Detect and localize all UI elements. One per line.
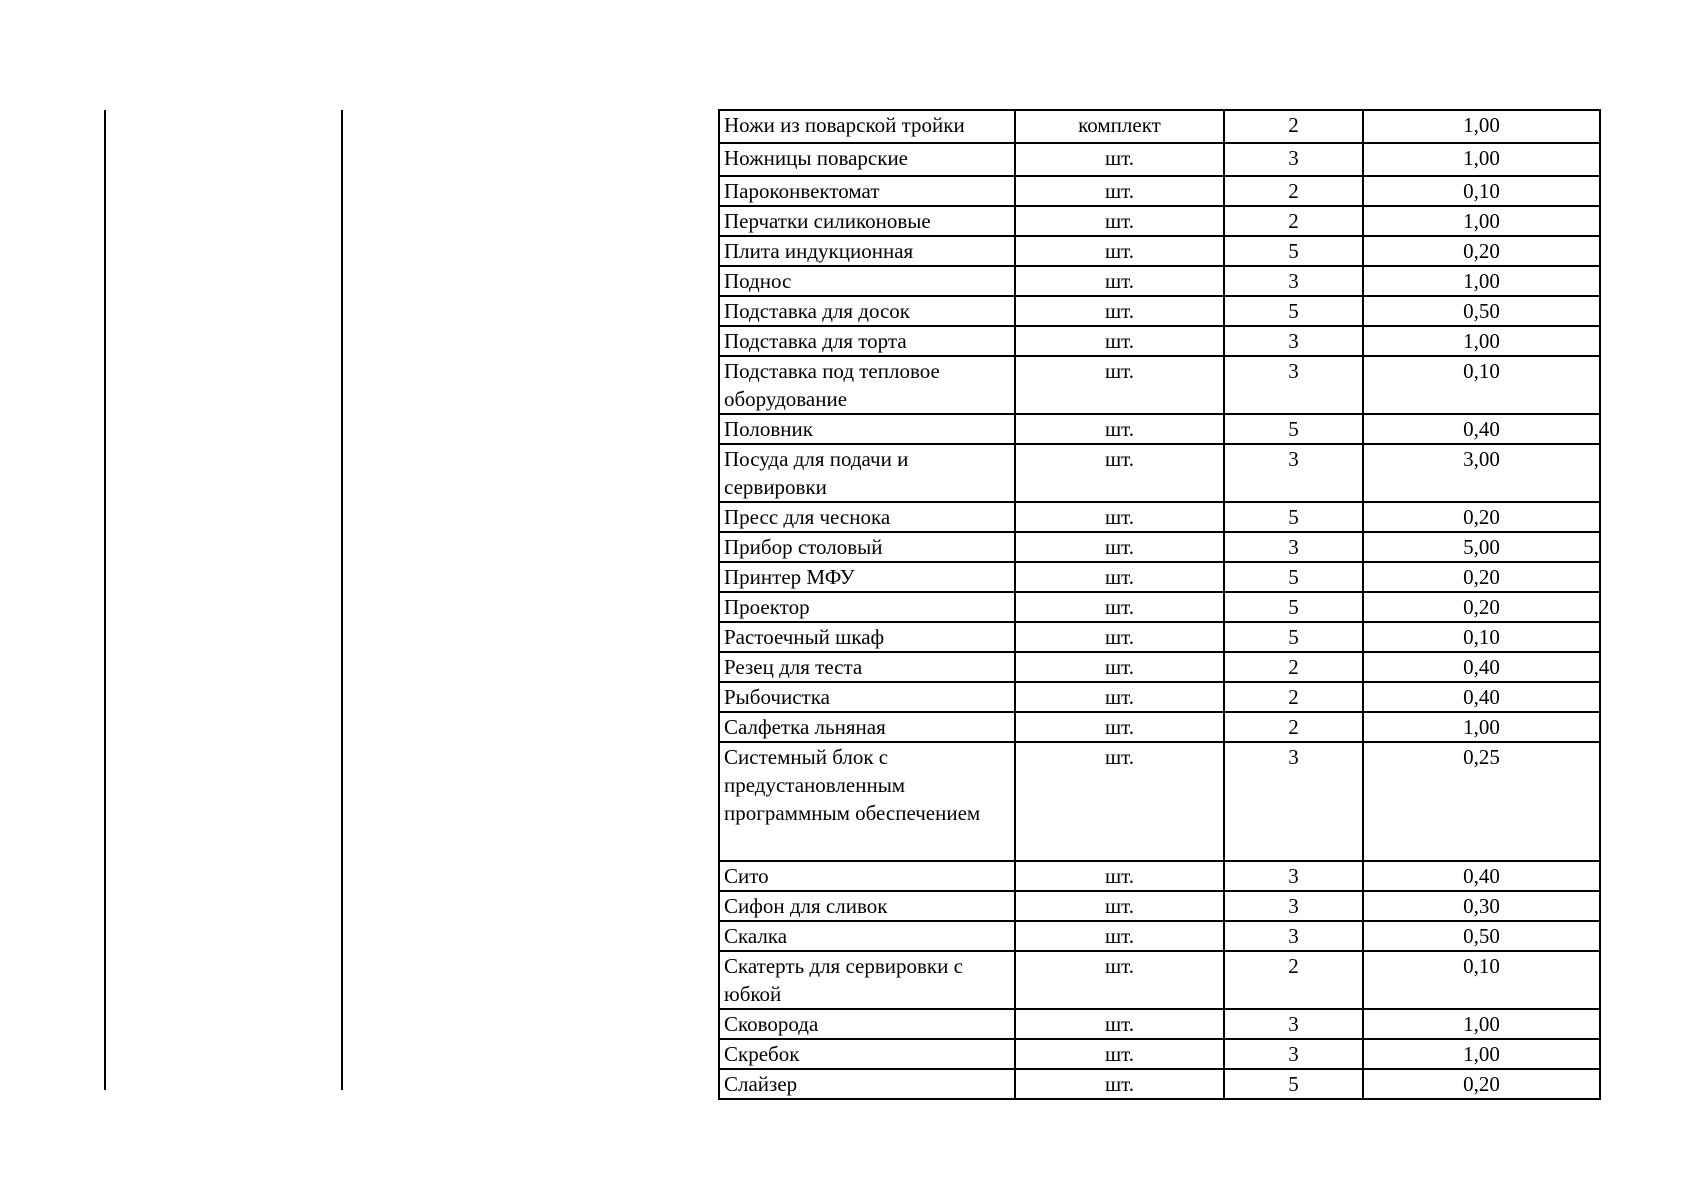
value-cell: 0,20 <box>1363 502 1600 532</box>
quantity-cell: 5 <box>1224 622 1363 652</box>
value-cell: 5,00 <box>1363 532 1600 562</box>
item-name-cell: Принтер МФУ <box>719 562 1015 592</box>
quantity-cell: 3 <box>1224 356 1363 414</box>
value-cell: 1,00 <box>1363 206 1600 236</box>
table-row <box>719 682 1600 712</box>
left-table-border-line <box>104 110 106 1090</box>
quantity-cell: 2 <box>1224 206 1363 236</box>
value-cell: 0,10 <box>1363 356 1600 414</box>
value-cell: 1,00 <box>1363 143 1600 176</box>
table-row <box>719 414 1600 444</box>
equipment-table <box>718 109 1601 1100</box>
unit-cell: шт. <box>1015 652 1224 682</box>
unit-cell: шт. <box>1015 622 1224 652</box>
value-cell: 0,20 <box>1363 562 1600 592</box>
item-name-cell: Резец для теста <box>719 652 1015 682</box>
value-cell: 1,00 <box>1363 1039 1600 1069</box>
unit-cell: комплект <box>1015 110 1224 143</box>
second-column-border-line <box>341 110 343 1090</box>
unit-cell: шт. <box>1015 921 1224 951</box>
table-row <box>719 1039 1600 1069</box>
item-name-cell: Пароконвектомат <box>719 176 1015 206</box>
item-name-cell: Сито <box>719 861 1015 891</box>
unit-cell: шт. <box>1015 592 1224 622</box>
unit-cell: шт. <box>1015 143 1224 176</box>
unit-cell: шт. <box>1015 444 1224 502</box>
unit-cell: шт. <box>1015 861 1224 891</box>
value-cell: 0,20 <box>1363 236 1600 266</box>
value-cell: 1,00 <box>1363 326 1600 356</box>
item-name-cell: Прибор столовый <box>719 532 1015 562</box>
table-row <box>719 326 1600 356</box>
item-name-cell: Рыбочистка <box>719 682 1015 712</box>
table-row <box>719 296 1600 326</box>
value-cell: 1,00 <box>1363 110 1600 143</box>
unit-cell: шт. <box>1015 562 1224 592</box>
item-name-cell: Перчатки силиконовые <box>719 206 1015 236</box>
table-row <box>719 444 1600 502</box>
quantity-cell: 5 <box>1224 296 1363 326</box>
table-row <box>719 532 1600 562</box>
unit-cell: шт. <box>1015 891 1224 921</box>
item-name-cell: Подставка для досок <box>719 296 1015 326</box>
unit-cell: шт. <box>1015 296 1224 326</box>
quantity-cell: 2 <box>1224 176 1363 206</box>
unit-cell: шт. <box>1015 712 1224 742</box>
item-name-cell: Подставка для торта <box>719 326 1015 356</box>
quantity-cell: 3 <box>1224 861 1363 891</box>
quantity-cell: 3 <box>1224 532 1363 562</box>
table-row <box>719 236 1600 266</box>
value-cell: 1,00 <box>1363 1009 1600 1039</box>
item-name-cell: Подставка под тепловое оборудование <box>719 356 1015 414</box>
unit-cell: шт. <box>1015 682 1224 712</box>
table-row <box>719 891 1600 921</box>
table-row <box>719 742 1600 861</box>
quantity-cell: 3 <box>1224 326 1363 356</box>
table-row <box>719 266 1600 296</box>
table-row <box>719 502 1600 532</box>
quantity-cell: 5 <box>1224 592 1363 622</box>
unit-cell: шт. <box>1015 1039 1224 1069</box>
quantity-cell: 5 <box>1224 502 1363 532</box>
quantity-cell: 5 <box>1224 562 1363 592</box>
value-cell: 0,40 <box>1363 682 1600 712</box>
item-name-cell: Ножи из поварской тройки <box>719 110 1015 143</box>
value-cell: 1,00 <box>1363 712 1600 742</box>
value-cell: 0,25 <box>1363 742 1600 861</box>
item-name-cell: Скалка <box>719 921 1015 951</box>
item-name-cell: Сифон для сливок <box>719 891 1015 921</box>
unit-cell: шт. <box>1015 502 1224 532</box>
unit-cell: шт. <box>1015 742 1224 861</box>
quantity-cell: 3 <box>1224 143 1363 176</box>
quantity-cell: 3 <box>1224 1009 1363 1039</box>
unit-cell: шт. <box>1015 1009 1224 1039</box>
quantity-cell: 3 <box>1224 891 1363 921</box>
item-name-cell: Пресс для чеснока <box>719 502 1015 532</box>
quantity-cell: 5 <box>1224 236 1363 266</box>
item-name-cell: Системный блок с предустановленным программным обеспечением <box>719 742 1015 861</box>
table-row <box>719 951 1600 1009</box>
item-name-cell: Проектор <box>719 592 1015 622</box>
value-cell: 0,40 <box>1363 861 1600 891</box>
unit-cell: шт. <box>1015 266 1224 296</box>
table-row <box>719 143 1600 176</box>
unit-cell: шт. <box>1015 326 1224 356</box>
quantity-cell: 3 <box>1224 266 1363 296</box>
unit-cell: шт. <box>1015 236 1224 266</box>
quantity-cell: 3 <box>1224 921 1363 951</box>
unit-cell: шт. <box>1015 356 1224 414</box>
equipment-table-body <box>719 110 1600 1099</box>
value-cell: 3,00 <box>1363 444 1600 502</box>
table-row <box>719 921 1600 951</box>
table-row <box>719 1009 1600 1039</box>
value-cell: 0,10 <box>1363 176 1600 206</box>
value-cell: 0,20 <box>1363 1069 1600 1099</box>
unit-cell: шт. <box>1015 951 1224 1009</box>
value-cell: 0,20 <box>1363 592 1600 622</box>
quantity-cell: 5 <box>1224 1069 1363 1099</box>
table-row <box>719 562 1600 592</box>
unit-cell: шт. <box>1015 532 1224 562</box>
quantity-cell: 2 <box>1224 682 1363 712</box>
quantity-cell: 2 <box>1224 110 1363 143</box>
value-cell: 0,50 <box>1363 296 1600 326</box>
item-name-cell: Поднос <box>719 266 1015 296</box>
quantity-cell: 3 <box>1224 444 1363 502</box>
table-row <box>719 592 1600 622</box>
value-cell: 0,10 <box>1363 622 1600 652</box>
table-row <box>719 861 1600 891</box>
table-row <box>719 176 1600 206</box>
value-cell: 0,30 <box>1363 891 1600 921</box>
table-row <box>719 1069 1600 1099</box>
table-row <box>719 206 1600 236</box>
item-name-cell: Ножницы поварские <box>719 143 1015 176</box>
quantity-cell: 5 <box>1224 414 1363 444</box>
quantity-cell: 2 <box>1224 712 1363 742</box>
quantity-cell: 2 <box>1224 652 1363 682</box>
unit-cell: шт. <box>1015 206 1224 236</box>
quantity-cell: 2 <box>1224 951 1363 1009</box>
item-name-cell: Сковорода <box>719 1009 1015 1039</box>
item-name-cell: Посуда для подачи и сервировки <box>719 444 1015 502</box>
item-name-cell: Скребок <box>719 1039 1015 1069</box>
item-name-cell: Скатерть для сервировки с юбкой <box>719 951 1015 1009</box>
item-name-cell: Растоечный шкаф <box>719 622 1015 652</box>
quantity-cell: 3 <box>1224 1039 1363 1069</box>
quantity-cell: 3 <box>1224 742 1363 861</box>
unit-cell: шт. <box>1015 176 1224 206</box>
item-name-cell: Половник <box>719 414 1015 444</box>
item-name-cell: Плита индукционная <box>719 236 1015 266</box>
table-row <box>719 356 1600 414</box>
table-row <box>719 652 1600 682</box>
value-cell: 0,10 <box>1363 951 1600 1009</box>
table-row <box>719 712 1600 742</box>
value-cell: 0,40 <box>1363 652 1600 682</box>
value-cell: 0,40 <box>1363 414 1600 444</box>
value-cell: 1,00 <box>1363 266 1600 296</box>
value-cell: 0,50 <box>1363 921 1600 951</box>
item-name-cell: Салфетка льняная <box>719 712 1015 742</box>
table-row <box>719 622 1600 652</box>
unit-cell: шт. <box>1015 1069 1224 1099</box>
unit-cell: шт. <box>1015 414 1224 444</box>
item-name-cell: Слайзер <box>719 1069 1015 1099</box>
table-row <box>719 110 1600 143</box>
